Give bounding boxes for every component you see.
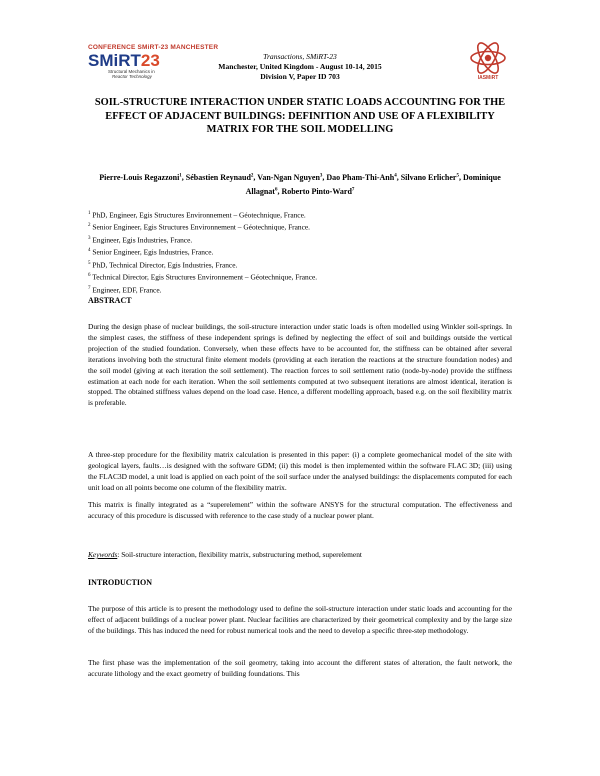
author-sup: 6 bbox=[274, 187, 278, 193]
affiliation bbox=[88, 220, 512, 232]
affiliation-num: 1 bbox=[88, 211, 91, 216]
affiliation bbox=[88, 208, 512, 220]
introduction-paragraph-1: The purpose of this article is to present the methodology used to define the soil-structure interaction under static loads and accounting for the effect of adjacent buildings of a nuclear power plant. Nuclear facilities are characterized by their geometrical complexity and by the large size of the buildings. This has induced the need for robust numerical tools and the need to develop a specific three-step methodology. bbox=[88, 604, 512, 635]
affiliation-text: Senior Engineer, Egis Industries, France. bbox=[92, 247, 214, 257]
meeting-line: Manchester, United Kingdom - August 10-14, 2015 bbox=[218, 62, 382, 71]
author-name: Dao Pham-Thi-Anh bbox=[326, 172, 395, 182]
logo-tagline: CONFERENCE SMiRT-23 MANCHESTER bbox=[88, 44, 219, 51]
affiliation-text: Senior Engineer, Egis Structures Environnement – Géotechnique, France. bbox=[92, 222, 311, 232]
author bbox=[326, 173, 400, 182]
affiliation-num: 6 bbox=[88, 273, 91, 279]
author bbox=[186, 173, 257, 182]
affiliation bbox=[88, 258, 512, 270]
keywords-label: Keywords bbox=[88, 550, 118, 559]
author bbox=[281, 187, 354, 196]
affiliation bbox=[88, 283, 512, 295]
author bbox=[99, 173, 186, 182]
author-sep: , bbox=[322, 172, 327, 182]
keywords-text: : Soil-structure interaction, flexibility matrix, substructuring method, superelement bbox=[117, 550, 362, 559]
iasmirt-logo bbox=[460, 38, 516, 84]
author-sep: , bbox=[277, 186, 282, 196]
author-sup: 1 bbox=[179, 173, 182, 178]
author-sup: 2 bbox=[250, 173, 254, 178]
author bbox=[401, 173, 463, 182]
affiliation-num: 3 bbox=[88, 235, 91, 241]
author-name: Van-Ngan Nguyen bbox=[257, 172, 320, 182]
author-name: Dominique Allagnat bbox=[245, 172, 501, 196]
affiliation-text: Technical Director, Egis Structures Environnement – Géotechnique, France. bbox=[92, 272, 318, 282]
logo-sub2: Reactor Technology bbox=[112, 74, 152, 79]
author-sep: , bbox=[458, 172, 463, 182]
author-list bbox=[88, 170, 512, 198]
affiliation bbox=[88, 233, 512, 245]
division-line: Division V, Paper ID 703 bbox=[260, 72, 340, 81]
atom-icon bbox=[460, 38, 516, 78]
author-name: Silvano Erlicher bbox=[400, 172, 457, 182]
affiliation-num: 2 bbox=[88, 223, 91, 229]
affiliation bbox=[88, 270, 512, 282]
author-sup: 3 bbox=[319, 173, 323, 178]
affiliation bbox=[88, 245, 512, 257]
affiliation-text: PhD, Technical Director, Egis Industries, France. bbox=[92, 260, 238, 270]
abstract-heading: ABSTRACT bbox=[88, 296, 132, 305]
author-name: Roberto Pinto-Ward bbox=[281, 186, 352, 196]
author-sup: 7 bbox=[351, 187, 355, 193]
affiliation-text: Engineer, EDF, France. bbox=[92, 285, 162, 295]
logo-name-23: 23 bbox=[140, 51, 160, 70]
affiliation-text: PhD, Engineer, Egis Structures Environnement – Géotechnique, France. bbox=[92, 210, 306, 220]
affiliation-num: 5 bbox=[88, 260, 91, 266]
abstract-paragraph-3: This matrix is finally integrated as a “superelement” within the software ANSYS for the structural computation. The effectiveness and accuracy of this procedure is discussed with reference to the case study of a nuclear power plant. bbox=[88, 500, 512, 520]
affiliation-list bbox=[88, 208, 512, 295]
abstract-paragraph-2: A three-step procedure for the flexibility matrix calculation is presented in this paper: (i) a complete geomechanical model of the site with geological layers, faults…is designed with the software GDM; (ii) this model is then implemented within the software FLAC 3D; (iii) using the FLAC3D model, a unit load is applied on each point of the soil surface under the analysed buildings: the displacements computed for each unit load on all points become one column of the flexibility matrix. bbox=[88, 450, 512, 492]
logo-sub1: Structural Mechanics in bbox=[108, 69, 155, 74]
author bbox=[257, 173, 326, 182]
author-sep: , bbox=[253, 172, 258, 182]
affiliation-num: 7 bbox=[88, 285, 91, 291]
author-sup: 4 bbox=[394, 173, 397, 178]
author-sep: , bbox=[396, 172, 401, 182]
author-name: Sébastien Reynaud bbox=[185, 172, 251, 182]
logo-name-smirt: SMiRT bbox=[88, 51, 141, 70]
author-name: Pierre-Louis Regazzoni bbox=[99, 172, 180, 182]
author-sup: 5 bbox=[456, 173, 459, 178]
introduction-heading: INTRODUCTION bbox=[88, 578, 153, 587]
abstract-paragraph-1: During the design phase of nuclear buildings, the soil-structure interaction under static loads is often modelled using Winkler soil-springs. In the simplest cases, the stiffness of these independent springs is defined by neglecting the effect of soil and buildings outside the vertical projection of the studied foundation. Conversely, when these effects have to be accounted for, the stiffness can be obtained after several iterations involving both the structural finite element models (providing at each iteration the reactions at the structure foundation nodes) and the soil model (giving at each iteration the soil settlement). The reaction forces to soil settlement ratio (node-by-node) provide the stiffness estimation at each node for each iteration. When the soil settlements computed at two subsequent iterations are almost identical, iteration is stopped. The obtained stiffness values depend on the load case. Hence, a different modelling approach, based e.g. on the soil flexibility matrix is preferable. bbox=[88, 322, 512, 408]
introduction-paragraph-2: The first phase was the implementation of the soil geometry, taking into account the different states of alteration, the fault network, the accurate lithology and the exact geometry of building foundations. This bbox=[88, 658, 512, 678]
iasmirt-caption: IASMiRT bbox=[477, 75, 499, 81]
paper-title: SOIL-STRUCTURE INTERACTION UNDER STATIC LOADS ACCOUNTING FOR THE EFFECT OF ADJACENT BUILDINGS: DEFINITION AND USE OF A FLEXIBILITY MATRIX FOR THE SOIL MODELLING bbox=[94, 97, 506, 136]
journal-line: Transactions, SMiRT-23 bbox=[263, 52, 337, 61]
affiliation-num: 4 bbox=[88, 248, 91, 254]
author-sep: , bbox=[181, 172, 186, 182]
keywords-line bbox=[88, 550, 512, 559]
affiliation-text: Engineer, Egis Industries, France. bbox=[92, 235, 193, 245]
